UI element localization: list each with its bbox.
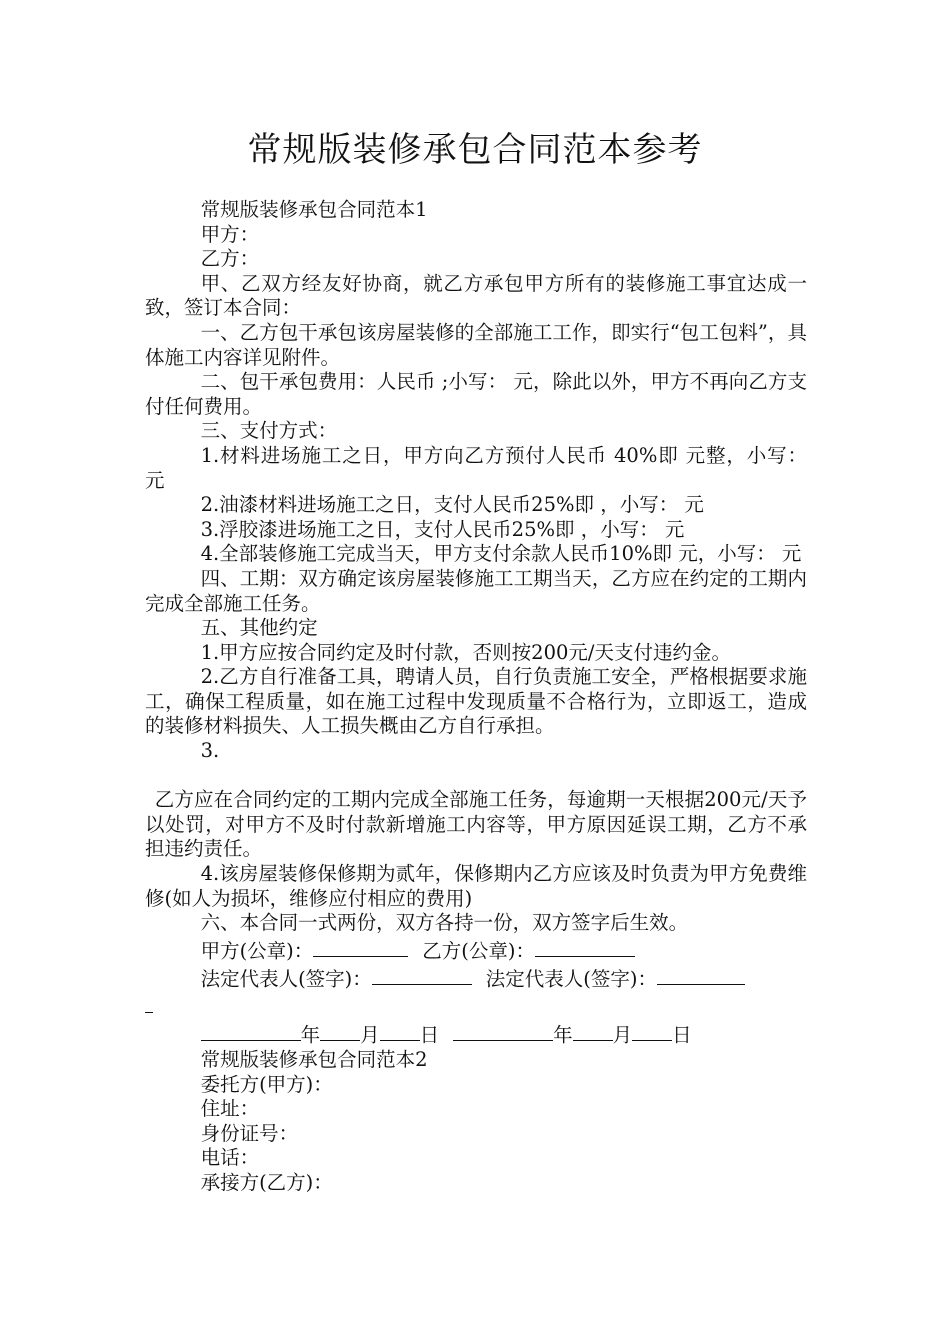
other-item-2: 2.乙方自行准备工具，聘请人员，自行负责施工安全，严格根据要求施工，确保工程质量，如在施工过程中发现质量不合格行为，立即返工，造成的装修材料损失、人工损失概由乙方自行承担。 (145, 665, 807, 738)
day-a-label: 日 (419, 1023, 440, 1047)
month-b-label: 月 (612, 1023, 633, 1047)
preamble-paragraph: 甲、乙双方经友好协商，就乙方承包甲方所有的装修施工事宜达成一致，签订本合同： (145, 271, 807, 320)
clause-5-heading: 五、其他约定 (200, 616, 318, 640)
month-a-label: 月 (360, 1023, 380, 1047)
id-number-line: 身份证号： (200, 1121, 299, 1145)
other-item-1: 1.甲方应按合同约定及时付款，否则按200元/天支付违约金。 (200, 640, 731, 664)
clause-1: 一、乙方包干承包该房屋装修的全部施工工作，即实行“包工包料”，具体施工内容详见附件。 (145, 320, 807, 369)
other-item-4: 4.该房屋装修保修期为贰年，保修期内乙方应该及时负责为甲方免费维修(如人为损坏，维修应付相应的费用) (145, 862, 807, 910)
year-a-blank[interactable] (201, 1020, 301, 1041)
payment-item-1: 1.材料进场施工之日，甲方向乙方预付人民币 40%即 元整，小写： 元 (145, 443, 807, 492)
clause-2: 二、包干承包费用：人民币 ;小写： 元，除此以外，甲方不再向乙方支付任何费用。 (145, 370, 807, 418)
day-b-label: 日 (672, 1023, 692, 1047)
clause-4: 四、工期：双方确定该房屋装修施工工期当天，乙方应在约定的工期内完成全部施工任务。 (145, 566, 807, 615)
day-a-blank[interactable] (380, 1020, 420, 1041)
party-b-seal-label: 乙方(公章)： (422, 939, 535, 963)
other-item-3-number: 3. (200, 739, 220, 763)
party-b-line: 乙方： (200, 247, 260, 271)
representative-row (145, 964, 807, 992)
date-row (145, 1020, 807, 1048)
clause-6: 六、本合同一式两份，双方各持一份，双方签字后生效。 (200, 911, 689, 935)
section-heading-1: 常规版装修承包合同范本1 (200, 198, 428, 221)
seal-row (145, 936, 807, 964)
blank-line (145, 764, 807, 789)
year-a-label: 年 (300, 1023, 321, 1047)
rep-b-label: 法定代表人(签字)： (485, 967, 657, 991)
section-heading-2: 常规版装修承包合同范本2 (200, 1048, 428, 1072)
address-line: 住址： (200, 1097, 260, 1121)
phone-line: 电话： (200, 1146, 260, 1170)
contractor-line: 承接方(乙方)： (200, 1171, 333, 1195)
month-b-blank[interactable] (573, 1020, 613, 1041)
year-b-label: 年 (553, 1023, 573, 1047)
rep-a-blank[interactable] (372, 964, 472, 985)
party-a-line: 甲方： (200, 222, 260, 246)
month-a-blank[interactable] (320, 1020, 360, 1041)
payment-item-4: 4.全部装修施工完成当天，甲方支付余款人民币10%即 元，小写： 元 (200, 542, 802, 566)
rep-b-blank-overflow (145, 992, 153, 1013)
party-a-seal-blank[interactable] (313, 936, 408, 957)
client-line: 委托方(甲方)： (200, 1072, 333, 1096)
payment-item-2: 2.油漆材料进场施工之日，支付人民币25%即 ，小写： 元 (200, 493, 704, 517)
payment-item-3: 3.浮胶漆进场施工之日，支付人民币25%即 ，小写： 元 (200, 517, 685, 541)
document-body (145, 198, 807, 1196)
clause-3-heading: 三、支付方式： (200, 419, 338, 443)
rep-a-label: 法定代表人(签字)： (200, 967, 372, 991)
party-b-seal-blank[interactable] (535, 936, 635, 957)
rep-b-blank[interactable] (657, 964, 745, 985)
other-item-3-text: 乙方应在合同约定的工期内完成全部施工任务，每逾期一天根据200元/天予以处罚，对甲方不及时付款新增施工内容等，甲方原因延误工期，乙方不承担违约责任。 (145, 788, 807, 861)
year-b-blank[interactable] (453, 1020, 553, 1041)
day-b-blank[interactable] (632, 1020, 672, 1041)
representative-row-overflow (145, 992, 807, 1020)
party-a-seal-label: 甲方(公章)： (200, 939, 314, 963)
document-title: 常规版装修承包合同范本参考 (247, 130, 703, 170)
